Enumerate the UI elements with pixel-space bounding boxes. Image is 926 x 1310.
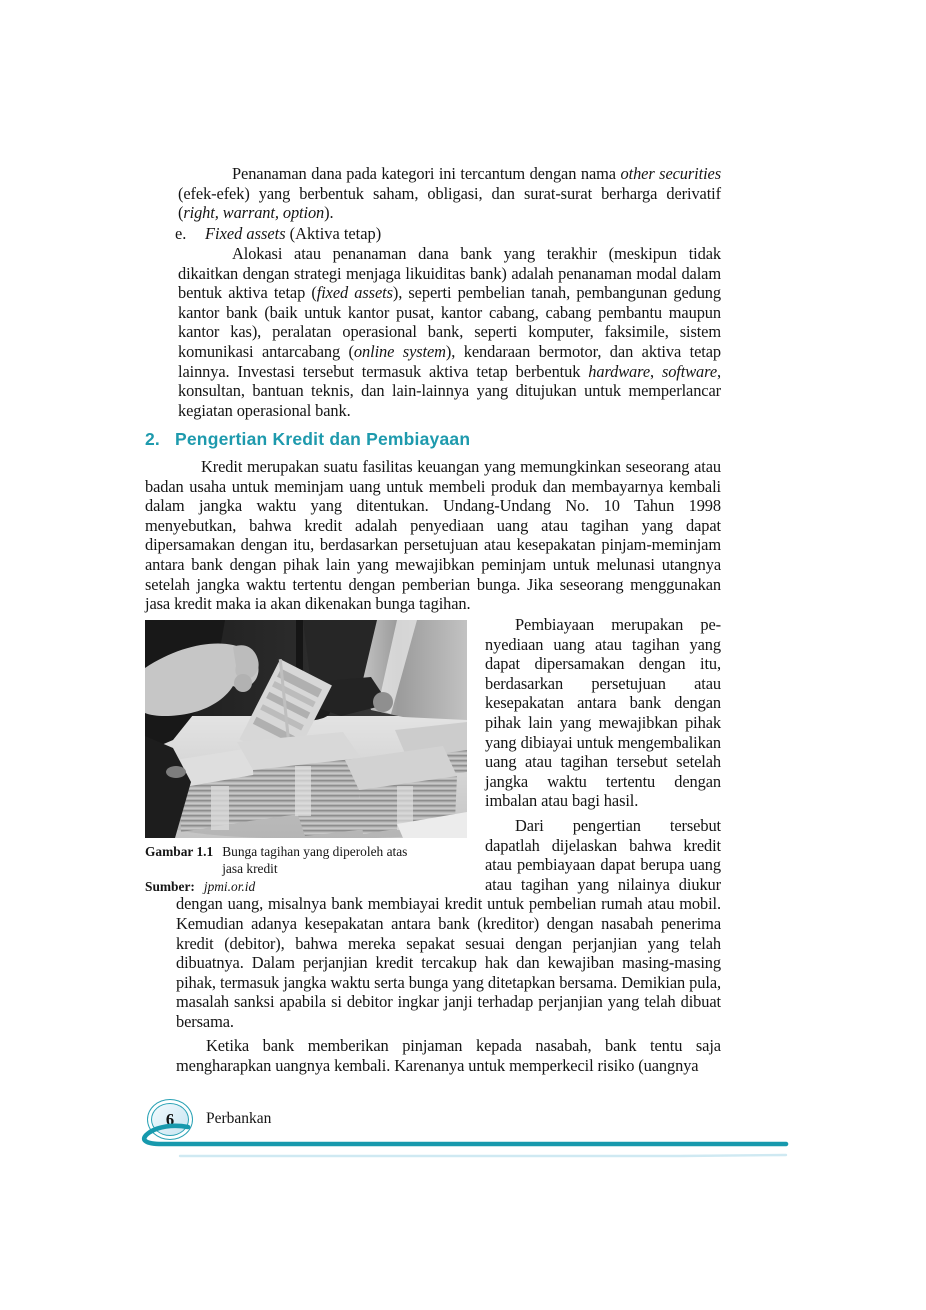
figure-caption (145, 843, 467, 895)
money-counting-photo (145, 620, 467, 838)
section-heading (145, 429, 470, 450)
paragraph-pembiayaan: Pembiayaan merupakan pe-nyediaan uang atau tagihan yang dapat dipersamakan dengan itu, berdasarkan persetujuan atau kesepakatan antara bank dengan pihak lain yang mewajibkan pihak yang dibiayai untuk mengembalikan uang atau tagihan tersebut setelah jangka waktu tertentu dengan imbalan atau bagi hasil. (485, 615, 721, 811)
list-item-text: Fixed assets (Aktiva tetap) (205, 224, 382, 243)
figure-source-label: Sumber: (145, 879, 195, 894)
paragraph-kredit: Kredit merupakan suatu fasilitas keuangan yang memungkinkan seseorang atau badan usaha untuk meminjam uang untuk membeli produk dan membayarnya kembali dalam jangka waktu yang ditentukan. Undang-Undang No. 10 Tahun 1998 menyebutkan, bahwa kredit adalah penyediaan uang atau tagihan yang dapat dipersamakan dengan itu, berdasarkan persetujuan atau kesepakatan pinjam-meminjam antara bank dengan pihak lain yang mewajibkan peminjam untuk melunasi utangnya setelah jangka waktu tertentu dengan pemberian bunga. Jika seseorang menggunakan jasa kredit maka ia akan dikenakan bunga tagihan. (145, 457, 721, 614)
page-number: 6 (151, 1103, 189, 1136)
figure-1-1 (145, 620, 467, 895)
paragraph-dari-pengertian: Dari pengertian tersebut dapatlah dijelaskan bahwa kredit atau pembiayaan dapat berupa uang atau tagihan yang nilainya diukur dengan uang, misalnya bank membiayai kredit untuk pembelian rumah atau mobil. Kemudian adanya kesepakatan antara bank (kreditor) dengan nasabah penerima kredit (debitor), bahwa mereka sepakat sesuai dengan perjanjian yang telah dibuatnya. Dalam perjanjian kredit tercakup hak dan kewajiban masing-masing pihak, termasuk jangka waktu serta bunga yang ditetapkan bersama. Demikian pula, masalah sanksi apabila si debitor ingkar janji terhadap perjanjian yang telah dibuat bersama. (176, 815, 721, 1031)
figure-source-text: jpmi.or.id (203, 879, 256, 894)
footer-book-title: Perbankan (206, 1110, 272, 1127)
figure-caption-label: Gambar 1.1 (145, 844, 214, 859)
section-number: 2. (145, 429, 160, 449)
paragraph-ketika-bank: Ketika bank memberikan pinjaman kepada nasabah, bank tentu saja mengharapkan uangnya kembali. Karenanya untuk memperkecil risiko (uangnya (176, 1036, 721, 1076)
figure-caption-text: Bunga tagihan yang diperoleh atas jasa kredit (222, 844, 408, 876)
list-item-label: e. (175, 224, 187, 243)
footer-divider-line (0, 1118, 926, 1164)
paragraph-other-securities: Penanaman dana pada kategori ini tercantum dengan nama other securities (efek-efek) yang berbentuk saham, obligasi, dan surat-surat berharga derivatif (right, warrant, option). (178, 164, 722, 223)
section-title: Pengertian Kredit dan Pembiayaan (175, 429, 471, 449)
list-item-fixed-assets (175, 224, 381, 244)
paragraph-alokasi: Alokasi atau penanaman dana bank yang terakhir (meskipun tidak dikaitkan dengan strategi menjaga likuiditas bank) adalah penanaman modal dalam bentuk aktiva tetap (fixed assets), seperti pembelian tanah, pembangunan gedung kantor bank (baik untuk kantor pusat, kantor cabang, cabang pembantu maupun kantor kas), peralatan operasional bank, seperti komputer, faksimile, sistem komunikasi antarcabang (online system), kendaraan bermotor, dan aktiva tetap lainnya. Investasi tersebut termasuk aktiva tetap berbentuk hardware, software, konsultan, bantuan teknis, dan lain-lainnya yang ditujukan untuk memperlancar kegiatan operasional bank. (178, 244, 722, 420)
